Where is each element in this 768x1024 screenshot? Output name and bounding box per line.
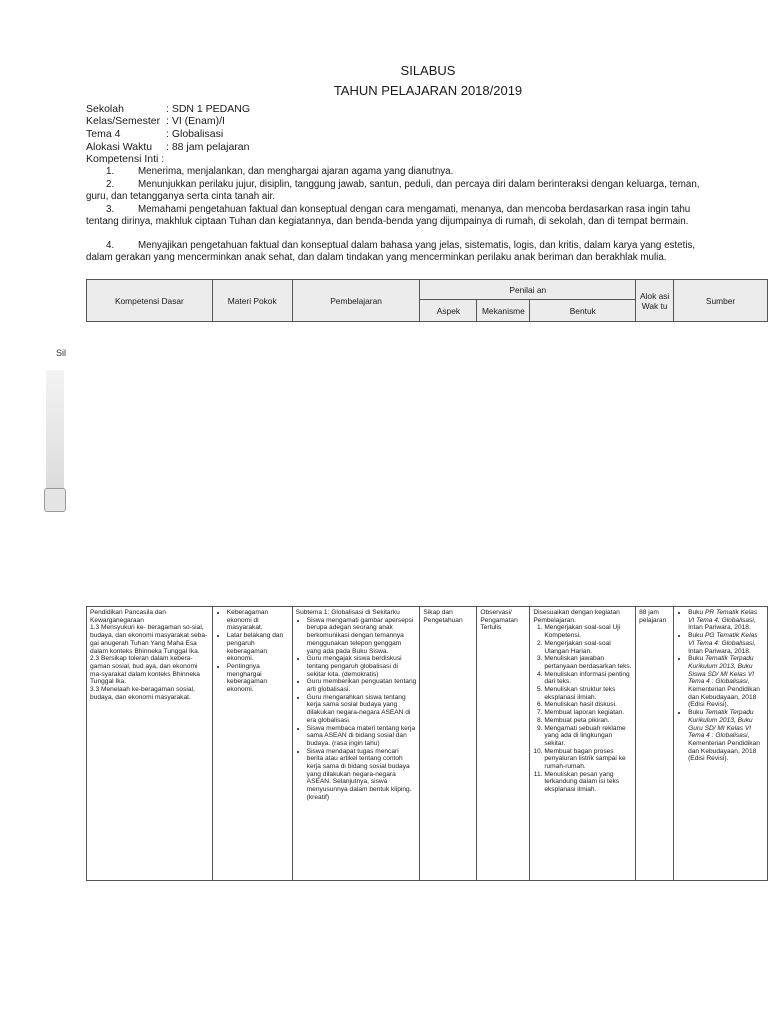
meta-label: Kelas/Semester xyxy=(86,115,161,127)
pembelajaran-item: • Siswa mengamati gambar apersepsi berupa adegan seorang anak berkomunikasi dengan temannya menggunakan telepon genggam yang ada pada Buku Siswa. xyxy=(307,617,417,656)
bentuk-item: 5. Menuliskan struktur teks eksplanasi ilmiah. xyxy=(544,686,632,701)
kd-item: 1.3 Mensyukuri ke- beragaman so-sial, budaya, dan ekonomi masyarakat seba-gai anugerah Tuhan Yang Maha Esa dalam konteks Bhinneka Tunggal Ika. xyxy=(90,624,208,655)
kd-item: 3.3 Menelaah ke-beragaman sosial, budaya, dan ekonomi masyarakat. xyxy=(90,686,195,701)
col-pembelajaran: Pembelajaran xyxy=(292,280,420,322)
materi-item: • Pentingnya menghargai keberagaman ekonomi. xyxy=(227,663,289,694)
materi-item: • Latar belakang dan pengaruh keberagaman ekonomi. xyxy=(227,632,289,663)
scroll-thumb[interactable] xyxy=(44,488,66,512)
sumber-prefix: Buku xyxy=(688,655,705,663)
ki-number: 4. xyxy=(106,240,115,251)
sumber-publisher: , Kementerian Pendidikan dan Kebudayaan, 2018 (Edisi Revisi). xyxy=(688,678,760,709)
document-title: SILABUS xyxy=(400,63,456,78)
bentuk-item: 9. Mengamati sebuah reklame yang ada di lingkungan sekitar. xyxy=(544,725,632,748)
ki-text: Memahami pengetahuan faktual dan konseptual dengan cara mengamati, menanya, dan mencoba berdasarkan rasa ingin tahu tentang dirinya, makhluk ciptaan Tuhan dan kegiatannya, dan benda-benda yang dijumpainya di rumah, di sekolah, dan di tempat bermain. xyxy=(86,204,691,228)
pembelajaran-item: • Guru mengarahkan siswa tentang kerja sama sosial budaya yang dilakukan negara-negara ASEAN di era globalisasi. xyxy=(307,694,417,725)
col-penilaian: Penilai an xyxy=(420,280,636,300)
meta-label: Sekolah xyxy=(86,103,124,115)
sumber-book-title: Tematik Terpadu Kurikulum 2013, Buku Guru SD/ MI Kelas VI Tema 4 : Globalisasi xyxy=(688,709,754,740)
meta-row-time xyxy=(86,141,249,153)
sumber-book-title: Tematik Terpadu Kurikulum 2013, Buku Siswa SD/ MI Kelas VI Tema 4 : Globalisasi xyxy=(688,655,755,686)
pembelajaran-title: Subtema 1: Globalisasi di Sekitarku xyxy=(295,609,400,616)
pembelajaran-item: • Guru memberikan penguatan tentang arti globalisasi. xyxy=(307,678,417,693)
meta-label: Alokasi Waktu xyxy=(86,141,153,153)
bentuk-item: 2. Mengerjakan soal-soal Ulangan Harian. xyxy=(544,640,632,655)
bentuk-item: 3. Menuliskan jawaban pertanyaan berdasarkan teks. xyxy=(544,655,632,670)
sumber-item xyxy=(688,709,764,763)
sumber-prefix: Buku xyxy=(688,609,705,616)
col-sumber: Sumber xyxy=(674,280,768,322)
side-panel-label: Sil xyxy=(56,348,67,358)
ki-text: Menyajikan pengetahuan faktual dan konseptual dalam bahasa yang jelas, sistematis, logis, dan kritis, dalam karya yang estetis, dalam gerakan yang mencerminkan anak sehat, dan dalam tindakan yang mencerminkan perilaku anak beriman dan berakhlak mulia. xyxy=(86,240,696,264)
meta-row-class xyxy=(86,115,225,127)
cell-bentuk xyxy=(530,607,636,881)
meta-value: : xyxy=(161,153,165,165)
bentuk-item: 7. Membuat laporan kegiatan. xyxy=(544,709,632,717)
materi-item: • Keberagaman ekonomi di masyarakat. xyxy=(227,609,289,632)
cell-sumber xyxy=(674,607,768,881)
pembelajaran-item: • Siswa membaca materi tentang kerja sama ASEAN di bidang sosial dan budaya. (rasa ingin tahu) xyxy=(307,725,417,748)
ki-text: Menunjukkan perilaku jujur, disiplin, tanggung jawab, santun, peduli, dan percaya diri dalam berinteraksi dengan keluarga, teman, guru, dan tetangganya serta cinta tanah air. xyxy=(86,179,700,203)
pembelajaran-item: • Guru mengajak siswa berdiskusi tentang pengaruh globalisasi di sekitar kita. (demokratis) xyxy=(307,655,417,678)
sumber-item xyxy=(688,632,764,655)
meta-label: Kompetensi Inti xyxy=(86,153,159,165)
sumber-publisher: , Intan Pariwara, 2018. xyxy=(688,639,756,655)
meta-label: Tema 4 xyxy=(86,128,121,140)
sumber-prefix: Buku xyxy=(688,632,705,640)
meta-value: : 88 jam pelajaran xyxy=(166,141,250,153)
meta-row-school xyxy=(86,103,250,115)
pembelajaran-item: • Siswa mendapat tugas mencari berita atau artikel tentang contoh kerja sama di bidang sosial budaya yang dilakukan negara-negara ASEAN. Selanjutnya, siswa menyusunnya dalam bentuk kliping. (kreatif) xyxy=(307,748,417,802)
document-subtitle: TAHUN PELAJARAN 2018/2019 xyxy=(333,83,523,98)
col-alokasi-waktu: Alok asi Wak tu xyxy=(636,280,674,322)
col-mekanisme: Mekanisme xyxy=(477,300,530,322)
meta-row-theme xyxy=(86,128,223,140)
col-aspek: Aspek xyxy=(420,300,477,322)
syllabus-header-table xyxy=(86,279,768,322)
ki-text: Menerima, menjalankan, dan menghargai ajaran agama yang dianutnya. xyxy=(138,166,454,177)
ki-item-2 xyxy=(86,179,708,204)
bentuk-item: 6. Menuliskan hasil diskusi. xyxy=(544,701,632,709)
ki-item-4 xyxy=(86,240,708,265)
meta-value: : Globalisasi xyxy=(166,128,224,140)
sumber-item xyxy=(688,655,764,709)
bentuk-item: 1. Mengerjakan soal-soal Uji Kompetensi. xyxy=(544,624,632,639)
sumber-publisher: , Kementerian Pendidikan dan Kebudayaan, 2018 (Edisi Revisi). xyxy=(688,732,760,763)
col-kompetensi-dasar: Kompetensi Dasar xyxy=(87,280,213,322)
cell-mekanisme: Observasi/ Pengamatan Tertulis xyxy=(477,607,530,881)
sumber-book-title: PR Tematik Kelas VI Tema 4: Globalisasi xyxy=(688,609,758,624)
ki-item-3 xyxy=(86,204,708,229)
bentuk-item: 11. Menuliskan pesan yang terkandung dalam isi teks eksplanasi ilmiah. xyxy=(544,771,632,794)
meta-value: : SDN 1 PEDANG xyxy=(166,103,251,115)
cell-pembelajaran xyxy=(292,607,420,881)
kd-item: 2.3 Bersikap toleran dalam kebera-gaman sosial, bud aya, dan ekonomi ma-syarakat dalam konteks Bhinneka Tunggal Ika. xyxy=(90,655,200,686)
ki-item-1 xyxy=(86,166,708,178)
sumber-book-title: PG Tematik Kelas VI Tema 4: Globalisasi xyxy=(688,632,758,647)
cell-aspek: Sikap dan Pengetahuan xyxy=(420,607,477,881)
syllabus-body-table xyxy=(86,606,768,881)
col-bentuk: Bentuk xyxy=(530,300,636,322)
sumber-publisher: , Intan Pariwara, 2018. xyxy=(688,616,756,632)
cell-materi-pokok xyxy=(212,607,292,881)
sumber-prefix: Buku xyxy=(688,709,705,717)
bentuk-item: 4. Menuliskan informasi penting dari teks. xyxy=(544,671,632,686)
ki-number: 1. xyxy=(106,166,115,177)
side-thumbnail-panel[interactable] xyxy=(44,345,66,513)
kd-title: Pendidikan Pancasila dan Kewarganegaraan xyxy=(90,609,166,624)
bentuk-title: Disesuaikan dengan kegiatan Pembelajaran. xyxy=(533,609,620,624)
ki-number: 3. xyxy=(106,204,115,215)
sumber-item xyxy=(688,609,764,632)
meta-row-ki xyxy=(86,153,164,165)
bentuk-item: 10. Membuat bagan proses penyaluran listrik sampai ke rumah-rumah. xyxy=(544,748,632,771)
cell-alokasi-waktu: 88 jam pelajaran xyxy=(636,607,674,881)
cell-kompetensi-dasar xyxy=(87,607,213,881)
meta-value: : VI (Enam)/I xyxy=(166,115,225,127)
ki-number: 2. xyxy=(106,179,115,190)
bentuk-item: 8. Membuat peta pikiran. xyxy=(544,717,632,725)
col-materi-pokok: Materi Pokok xyxy=(212,280,292,322)
